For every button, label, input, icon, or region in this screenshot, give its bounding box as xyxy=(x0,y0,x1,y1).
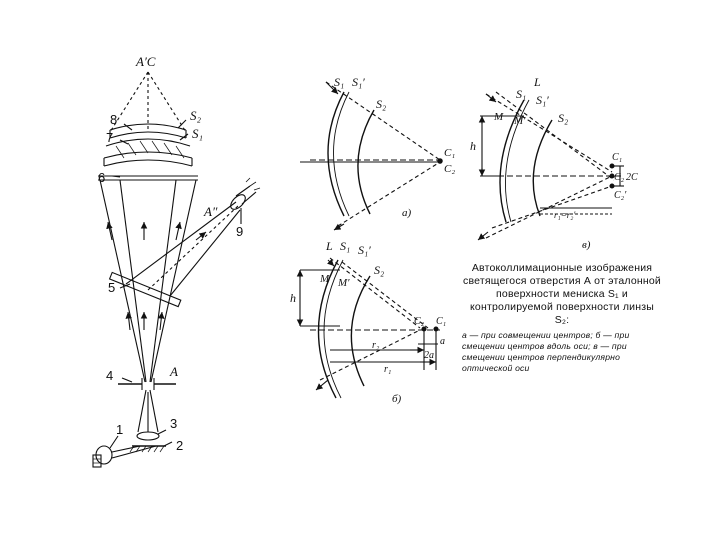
a-label-s1-prime: S₁′ xyxy=(352,75,365,89)
c-label-c2-prime: C₂′ xyxy=(614,190,627,201)
panel-a xyxy=(300,75,455,230)
c-label-c1: C₁ xyxy=(612,152,623,163)
label-a-double-prime: A″ xyxy=(204,204,218,219)
b-label-2a: 2a xyxy=(424,350,434,361)
b-label-tag: б) xyxy=(392,393,402,405)
a-label-s1: S₁ xyxy=(334,75,345,89)
b-label-s1: S₁ xyxy=(340,239,351,253)
b-label-a: a xyxy=(440,336,445,347)
b-label-s1-prime: S₁′ xyxy=(358,243,371,257)
label-s2: S₂ xyxy=(190,108,202,123)
b-label-c1: C₁ xyxy=(436,316,447,327)
label-s1: S₁ xyxy=(192,126,204,141)
label-8: 8 xyxy=(110,112,118,127)
label-2: 2 xyxy=(176,438,184,453)
b-label-m: M xyxy=(320,273,330,285)
c-label-s2: S₂ xyxy=(558,111,569,125)
optical-scheme xyxy=(93,72,260,467)
c-label-2c: 2C xyxy=(626,172,638,183)
panel-c xyxy=(470,75,638,251)
panel-b xyxy=(290,239,446,405)
optical-scheme-labels xyxy=(98,54,243,453)
label-1: 1 xyxy=(116,422,124,437)
c-label-m: M xyxy=(494,111,504,123)
caption-title: Автоколлимационные изображения светящегося отверстия А от эталонной поверхности мениска S₁ и контролируемой поверхности линзы S₂: xyxy=(463,262,661,326)
c-label-s1: S₁ xyxy=(516,87,527,101)
c-label-s1-prime: S₁′ xyxy=(536,93,549,107)
c-label-tag: в) xyxy=(582,239,591,251)
label-4: 4 xyxy=(106,368,114,383)
c-label-m-prime: M′ xyxy=(514,115,526,127)
b-label-l: L xyxy=(326,239,333,253)
a-label-tag: а) xyxy=(402,207,412,219)
c-label-r: r₁=r₂′ xyxy=(554,210,576,220)
figure-caption xyxy=(462,262,662,374)
b-label-r2: r₂ xyxy=(372,340,380,351)
a-label-s2: S₂ xyxy=(376,97,387,111)
label-a: A xyxy=(170,364,178,379)
b-label-h: h xyxy=(290,291,296,305)
label-3: 3 xyxy=(170,416,178,431)
a-label-c1: C₁ xyxy=(444,147,456,159)
c-label-h: h xyxy=(470,139,476,153)
label-6: 6 xyxy=(98,170,106,185)
caption-note: а — при совмещении центров; б — при смещении центров вдоль оси; в — при смещении центров перпендикулярно оптической оси xyxy=(462,330,630,373)
label-9: 9 xyxy=(236,224,244,239)
b-label-c2: C₂ xyxy=(414,316,425,327)
c-label-l: L xyxy=(534,75,541,89)
label-7: 7 xyxy=(106,130,114,145)
b-label-s2: S₂ xyxy=(374,263,385,277)
a-label-c2: C₂ xyxy=(444,163,456,175)
b-label-r1: r₁ xyxy=(384,364,392,375)
label-top-point: A′C xyxy=(136,54,156,69)
c-label-c2: C₂ xyxy=(614,172,625,183)
b-label-m-prime: M′ xyxy=(338,277,350,289)
label-5: 5 xyxy=(108,280,116,295)
